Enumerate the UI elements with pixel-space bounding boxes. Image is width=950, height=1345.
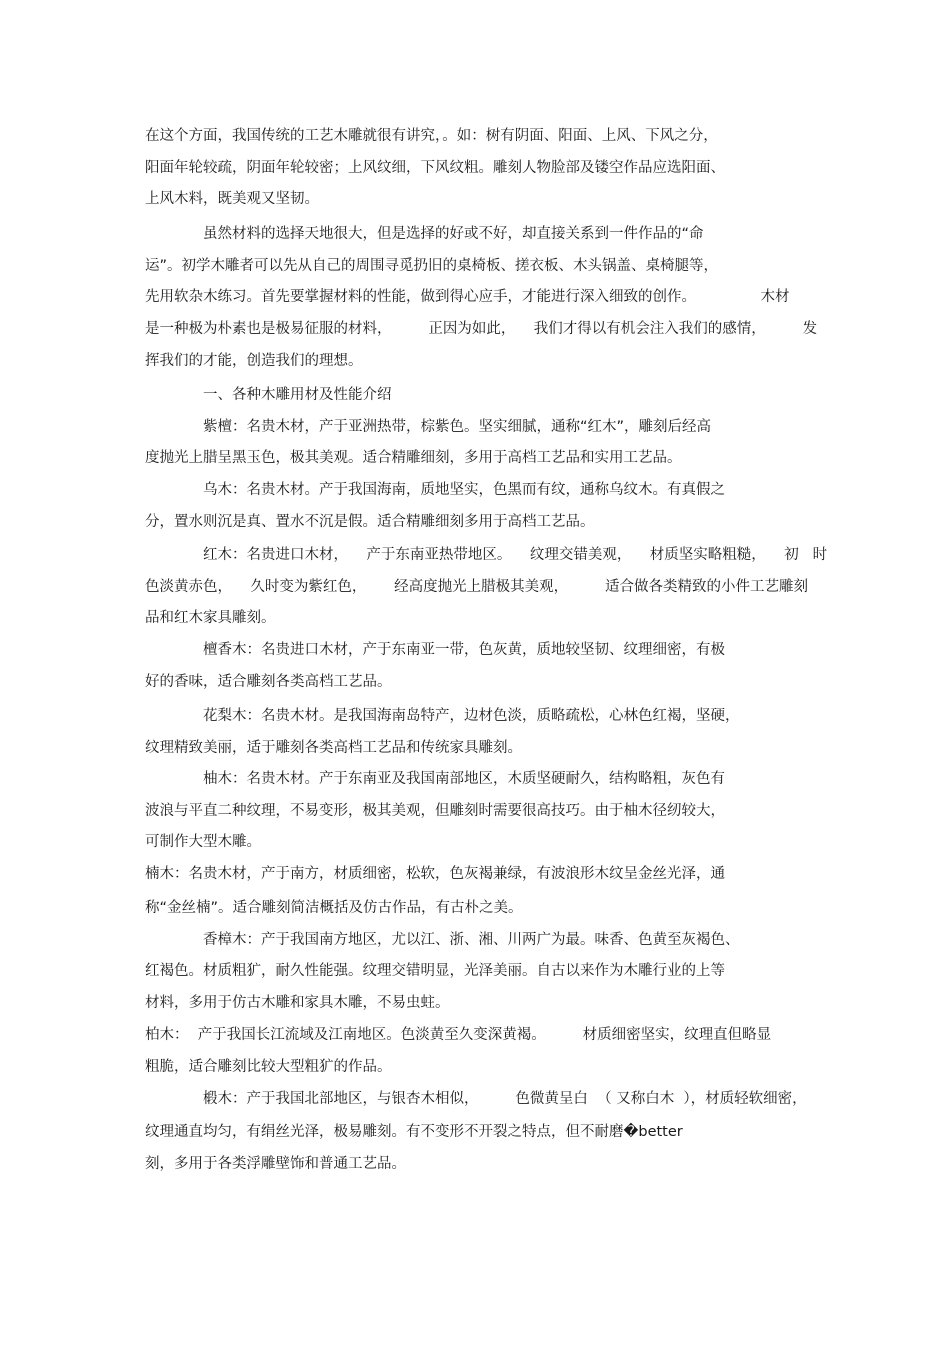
text-line: 椴木：产于我国北部地区，与银杏木相似， 色微黄呈白 （ 又称白木 ），材质轻软细密， bbox=[203, 1091, 807, 1107]
text-line: 纹理精致美丽，适于雕刻各类高档工艺品和传统家具雕刻。 bbox=[145, 740, 522, 756]
text-line: 波浪与平直二种纹理，不易变形，极其美观，但雕刻时需要很高技巧。由于柚木径纫较大， bbox=[145, 803, 725, 819]
text-line: 材料，多用于仿古木雕和家具木雕，不易虫蛀。 bbox=[145, 995, 450, 1011]
text-line: 可制作大型木雕。 bbox=[145, 834, 261, 850]
text-line: 色淡黄赤色， 久时变为紫红色， 经高度抛光上腊极其美观， 适合做各类精致的小件工艺雕刻 bbox=[145, 579, 808, 595]
text-line: 运”。初学木雕者可以先从自己的周围寻觅扔旧的桌椅板、搓衣板、木头锅盖、桌椅腿等， bbox=[145, 258, 719, 274]
text-line: 粗脆，适合雕刻比较大型粗犷的作品。 bbox=[145, 1059, 392, 1075]
text-line: 先用软杂木练习。首先要掌握材料的性能，做到得心应手，才能进行深入细致的创作。 木材 bbox=[145, 289, 790, 305]
section-heading: 一、各种木雕用材及性能介绍 bbox=[203, 387, 392, 403]
text-line: 品和红木家具雕刻。 bbox=[145, 610, 276, 626]
text-line: 刻，多用于各类浮雕壁饰和普通工艺品。 bbox=[145, 1156, 406, 1172]
text-line: 分，置水则沉是真、置水不沉是假。适合精雕细刻多用于高档工艺品。 bbox=[145, 514, 595, 530]
text-line: 是一种极为朴素也是极易征服的材料， 正因为如此， 我们才得以有机会注入我们的感情， 发 bbox=[145, 321, 818, 337]
text-line: 挥我们的才能，创造我们的理想。 bbox=[145, 353, 363, 369]
text-line: 花梨木：名贵木材。是我国海南岛特产，边材色淡，质略疏松，心林色红褐，坚硬， bbox=[203, 708, 740, 724]
text-line: 香樟木：产于我国南方地区，尤以江、浙、湘、川两广为最。味香、色黄至灰褐色、 bbox=[203, 932, 740, 948]
text-line: 称“金丝楠”。适合雕刻简洁概括及仿古作品，有古朴之美。 bbox=[145, 900, 523, 916]
text-line: 阳面年轮较疏，阴面年轮较密；上风纹细，下风纹粗。雕刻人物脸部及镂空作品应选阳面、 bbox=[145, 160, 725, 176]
text-line: 紫檀：名贵木材，产于亚洲热带，棕紫色。坚实细腻，通称“红木”，雕刻后经高 bbox=[203, 419, 712, 435]
text-line: 红木：名贵进口木材， 产于东南亚热带地区。 纹理交错美观， 材质坚实略粗糙， 初 时 bbox=[203, 547, 828, 563]
text-line: 在这个方面，我国传统的工艺木雕就很有讲究，。如：树有阴面、阳面、上风、下风之分， bbox=[145, 128, 718, 144]
text-line: 柏木： 产于我国长江流域及江南地区。色淡黄至久变深黄褐。 材质细密坚实，纹理直但略显 bbox=[145, 1027, 772, 1043]
text-line: 上风木料，既美观又坚韧。 bbox=[145, 191, 319, 207]
text-line: 好的香味，适合雕刻各类高档工艺品。 bbox=[145, 674, 392, 690]
text-line: 柚木：名贵木材。产于东南亚及我国南部地区，木质坚硬耐久，结构略粗，灰色有 bbox=[203, 771, 725, 787]
text-line: 虽然材料的选择天地很大，但是选择的好或不好，却直接关系到一件作品的“命 bbox=[203, 226, 704, 242]
text-line: 纹理通直均匀，有绢丝光泽，极易雕刻。有不变形不开裂之特点，但不耐磨�better bbox=[145, 1124, 683, 1140]
text-line: 檀香木：名贵进口木材，产于东南亚一带，色灰黄，质地较坚韧、纹理细密，有极 bbox=[203, 642, 725, 658]
text-line: 度抛光上腊呈黑玉色，极其美观。适合精雕细刻，多用于高档工艺品和实用工艺品。 bbox=[145, 450, 682, 466]
text-line: 楠木：名贵木材，产于南方，材质细密，松软，色灰褐兼绿，有波浪形木纹呈金丝光泽，通 bbox=[145, 866, 725, 882]
text-line: 乌木：名贵木材。产于我国海南，质地坚实，色黑而有纹，通称乌纹木。有真假之 bbox=[203, 482, 725, 498]
text-line: 红褐色。材质粗犷，耐久性能强。纹理交错明显，光泽美丽。自古以来作为木雕行业的上等 bbox=[145, 963, 725, 979]
